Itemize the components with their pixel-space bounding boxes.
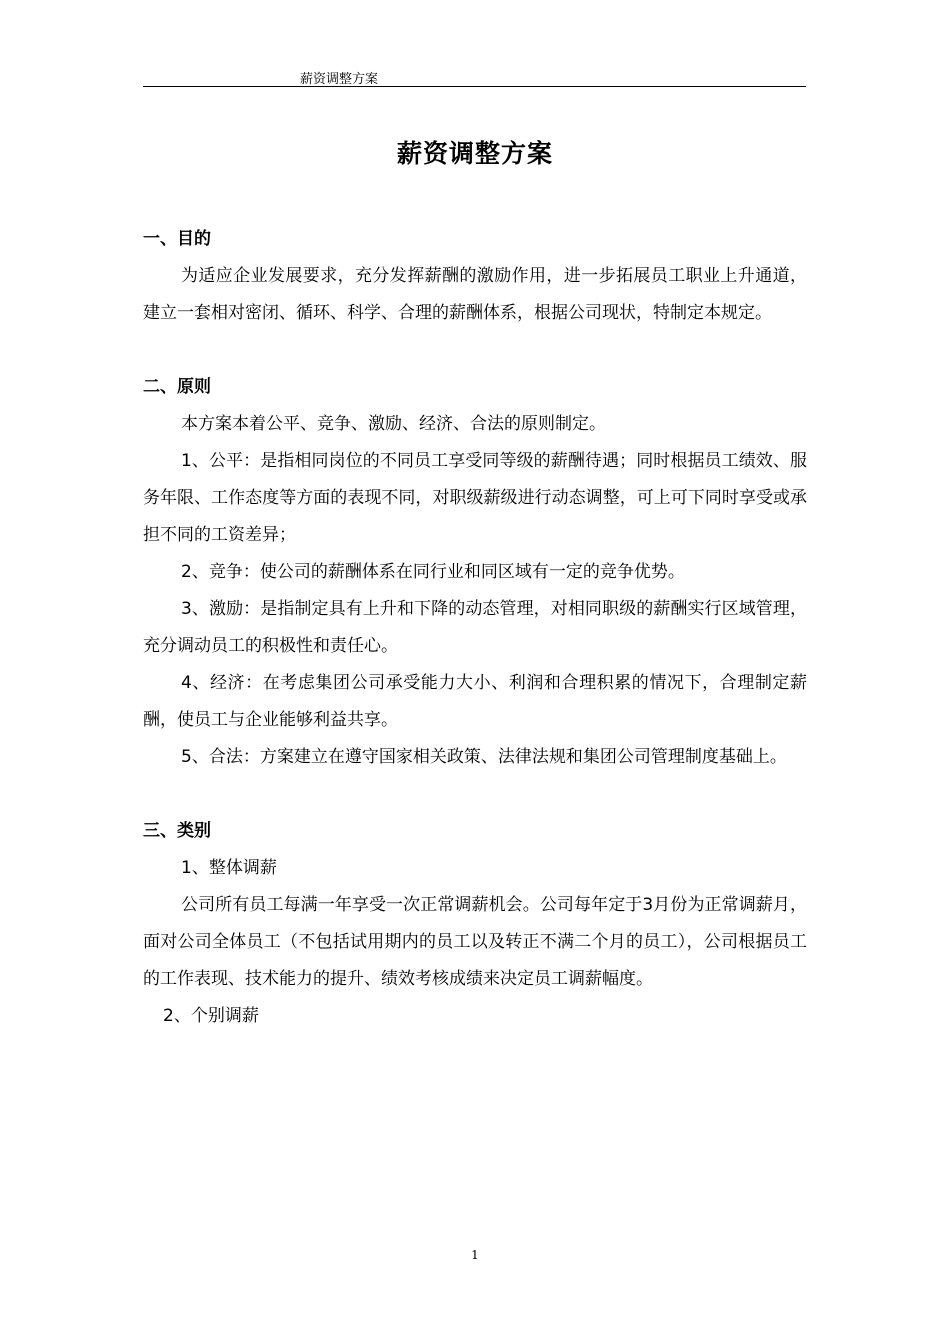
principle-item-economy: 4、经济：在考虑集团公司承受能力大小、利润和合理积累的情况下，合理制定薪酬，使员工与企业能够利益共享。 [143,673,807,730]
page-number: 1 [471,1248,479,1262]
category-individual-heading: 2、个别调薪 [163,1006,259,1026]
document-title: 薪资调整方案 [396,139,553,168]
principles-intro: 本方案本着公平、竞争、激励、经济、合法的原则制定。 [181,414,606,434]
header-rule [143,86,806,87]
category-overall-paragraph: 公司所有员工每满一年享受一次正常调薪机会。公司每年定于3月份为正常调薪月，面对公司全体员工（不包括试用期内的员工以及转正不满二个月的员工），公司根据员工的工作表现、技术能力的提升、绩效考核成绩来决定员工调薪幅度。 [143,895,807,989]
principle-item-fairness: 1、公平：是指相同岗位的不同员工享受同等级的薪酬待遇；同时根据员工绩效、服务年限、工作态度等方面的表现不同，对职级薪级进行动态调整，可上可下同时享受或承担不同的工资差异； [143,451,807,545]
section-heading-principles: 二、原则 [143,377,211,397]
purpose-paragraph: 为适应企业发展要求，充分发挥薪酬的激励作用，进一步拓展员工职业上升通道，建立一套相对密闭、循环、科学、合理的薪酬体系，根据公司现状，特制定本规定。 [143,266,807,323]
category-overall-heading: 1、整体调薪 [181,858,277,878]
running-header: 薪资调整方案 [300,72,379,87]
document-body [143,220,807,1035]
principle-item-competition: 2、竞争：使公司的薪酬体系在同行业和同区域有一定的竞争优势。 [181,562,685,582]
principle-item-incentive: 3、激励：是指制定具有上升和下降的动态管理，对相同职级的薪酬实行区域管理，充分调动员工的积极性和责任心。 [143,599,807,656]
principle-item-legality: 5、合法：方案建立在遵守国家相关政策、法律法规和集团公司管理制度基础上。 [181,747,787,767]
section-heading-categories: 三、类别 [143,821,211,841]
section-heading-purpose: 一、目的 [143,229,211,249]
